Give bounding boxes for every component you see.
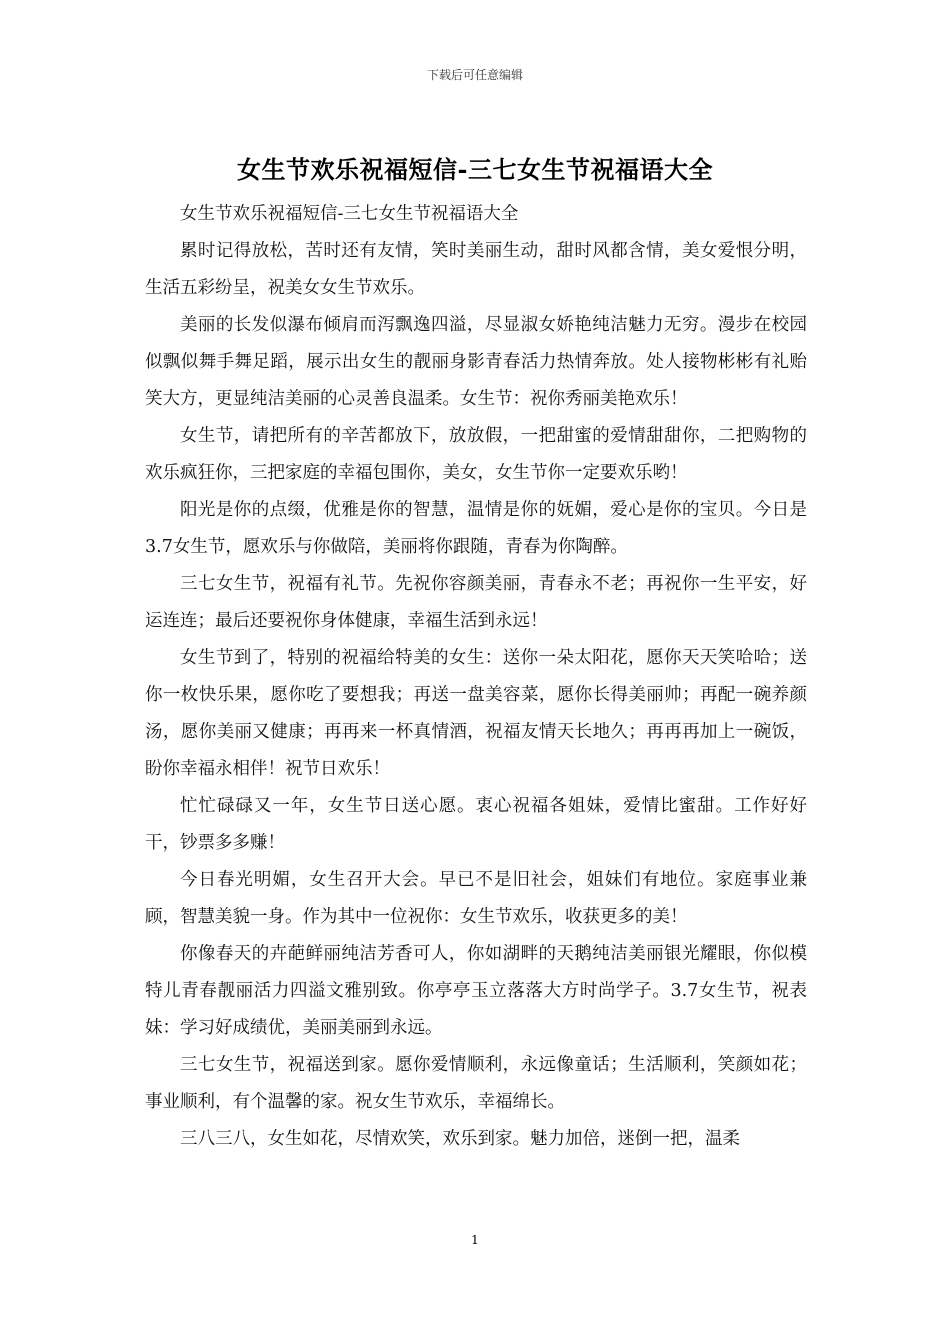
header-note: 下载后可任意编辑 bbox=[426, 68, 523, 82]
paragraph: 美丽的长发似瀑布倾肩而泻飘逸四溢，尽显淑女娇艳纯洁魅力无穷。漫步在校园似飘似舞手舞足蹈，展示出女生的靓丽身影青春活力热情奔放。处人接物彬彬有礼贻笑大方，更显纯洁美丽的心灵善良温柔。女生节：祝你秀丽美艳欢乐！ bbox=[145, 315, 807, 409]
paragraph: 三七女生节，祝福有礼节。先祝你容颜美丽，青春永不老；再祝你一生平安，好运连连；最后还要祝你身体健康，幸福生活到永远！ bbox=[145, 574, 807, 631]
paragraph: 今日春光明媚，女生召开大会。早已不是旧社会，姐妹们有地位。家庭事业兼顾，智慧美貌一身。作为其中一位祝你：女生节欢乐，收获更多的美！ bbox=[145, 870, 807, 927]
page-number: 1 bbox=[471, 1233, 479, 1247]
paragraph: 阳光是你的点缀，优雅是你的智慧，温情是你的妩媚，爱心是你的宝贝。今日是3.7女生节，愿欢乐与你做陪，美丽将你跟随，青春为你陶醉。 bbox=[145, 500, 807, 557]
paragraph: 女生节欢乐祝福短信-三七女生节祝福语大全 bbox=[180, 204, 519, 224]
paragraph: 三七女生节，祝福送到家。愿你爱情顺利，永远像童话；生活顺利，笑颜如花；事业顺利，有个温馨的家。祝女生节欢乐，幸福绵长。 bbox=[145, 1055, 807, 1112]
paragraph: 女生节到了，特别的祝福给特美的女生：送你一朵太阳花，愿你天天笑哈哈；送你一枚快乐果，愿你吃了要想我；再送一盘美容菜，愿你长得美丽帅；再配一碗养颜汤，愿你美丽又健康；再再来一杯真情酒，祝福友情天长地久；再再再加上一碗饭，盼你幸福永相伴！祝节日欢乐！ bbox=[145, 648, 807, 779]
document-title: 女生节欢乐祝福短信-三七女生节祝福语大全 bbox=[237, 155, 713, 184]
paragraph: 累时记得放松，苦时还有友情，笑时美丽生动，甜时风都含情，美女爱恨分明，生活五彩纷呈，祝美女女生节欢乐。 bbox=[145, 241, 807, 298]
paragraph: 忙忙碌碌又一年，女生节日送心愿。衷心祝福各姐妹，爱情比蜜甜。工作好好干，钞票多多赚！ bbox=[145, 796, 807, 853]
document-body bbox=[145, 196, 807, 1158]
paragraph: 三八三八，女生如花，尽情欢笑，欢乐到家。魅力加倍，迷倒一把，温柔 bbox=[180, 1129, 740, 1149]
paragraph: 女生节，请把所有的辛苦都放下，放放假，一把甜蜜的爱情甜甜你，二把购物的欢乐疯狂你，三把家庭的幸福包围你，美女，女生节你一定要欢乐哟！ bbox=[145, 426, 807, 483]
paragraph: 你像春天的卉葩鲜丽纯洁芳香可人，你如湖畔的天鹅纯洁美丽银光耀眼，你似模特儿青春靓丽活力四溢文雅别致。你亭亭玉立落落大方时尚学子。3.7女生节，祝表妹：学习好成绩优，美丽美丽到永远。 bbox=[145, 944, 808, 1038]
